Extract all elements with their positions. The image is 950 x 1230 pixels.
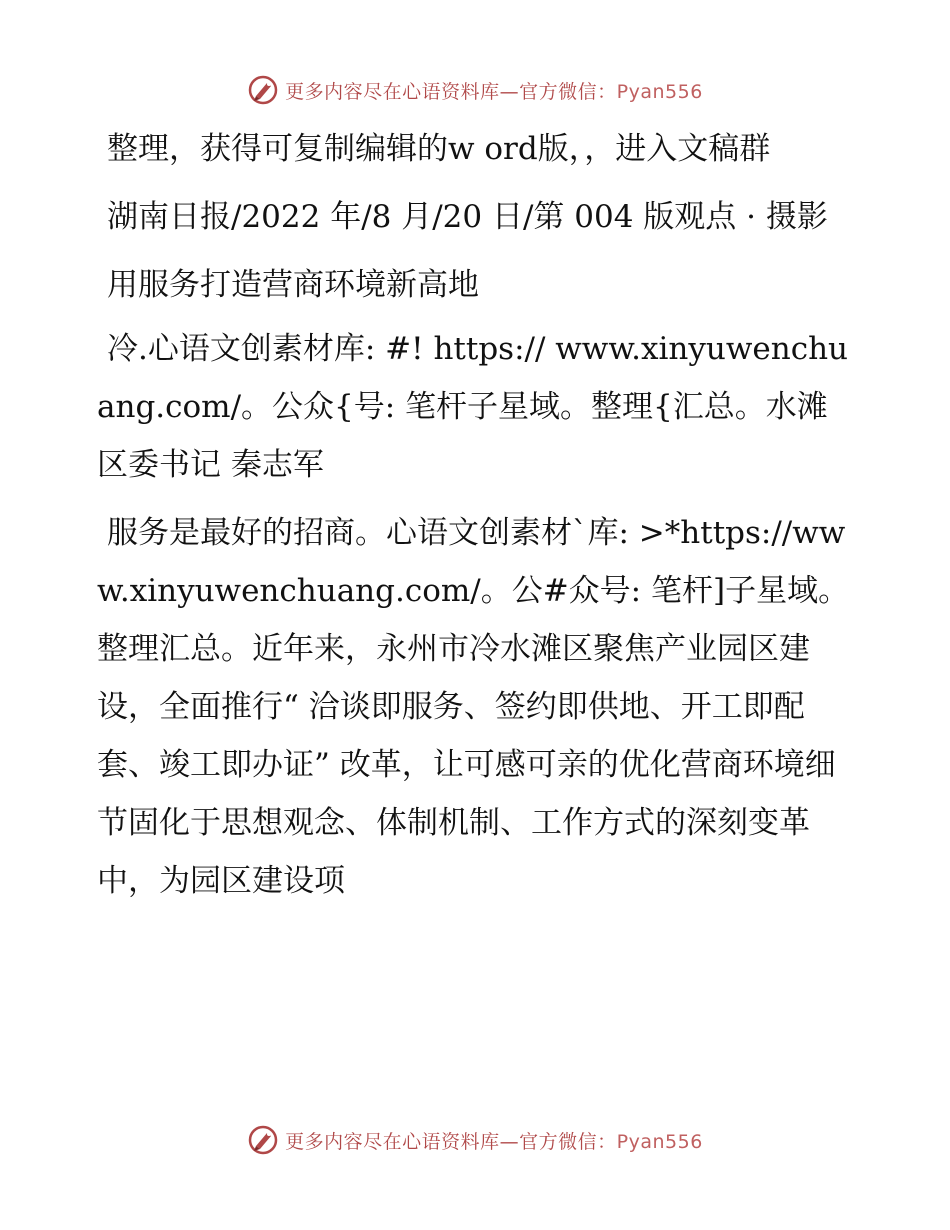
pen-logo-icon: [247, 74, 279, 106]
paragraph-source: 湖南日报/2022 年/8 月/20 日/第 004 版观点 · 摄影: [107, 199, 828, 235]
paragraph-author: 冷.心语文创素材库: #! https:// www.xinyuwenchuang.com/。公众{号: 笔杆子星域。整理{汇总。水滩区委书记 秦志军: [97, 331, 849, 483]
paragraph-body: 服务是最好的招商。心语文创素材`库: >*https://www.xinyuwenchuang.com/。公#众号: 笔杆]子星域。整理汇总。近年来，永州市冷水滩区聚焦产业园区建设，全面推行“ 洽谈即服务、签约即供地、开工即配套、竣工即办证” 改革，让可感可亲的优化营商环境细节固化于思想观念、体制机制、工作方式的深刻变革中，为园区建设项: [97, 515, 850, 899]
pen-logo-icon: [247, 1124, 279, 1156]
document-body: [97, 120, 857, 920]
watermark-handle: Pyan556: [616, 1130, 703, 1153]
watermark-text: 更多内容尽在心语资料库—官方微信：Pyan556: [285, 1130, 703, 1153]
footer-watermark: [0, 1120, 950, 1160]
watermark-text: 更多内容尽在心语资料库—官方微信：Pyan556: [285, 80, 703, 103]
paragraph-notice: 整理，获得可复制编辑的w ord版，，进入文稿群: [107, 131, 771, 167]
header-watermark: [0, 70, 950, 110]
watermark-handle: Pyan556: [616, 80, 703, 103]
article-title: 用服务打造营商环境新高地: [107, 267, 479, 303]
